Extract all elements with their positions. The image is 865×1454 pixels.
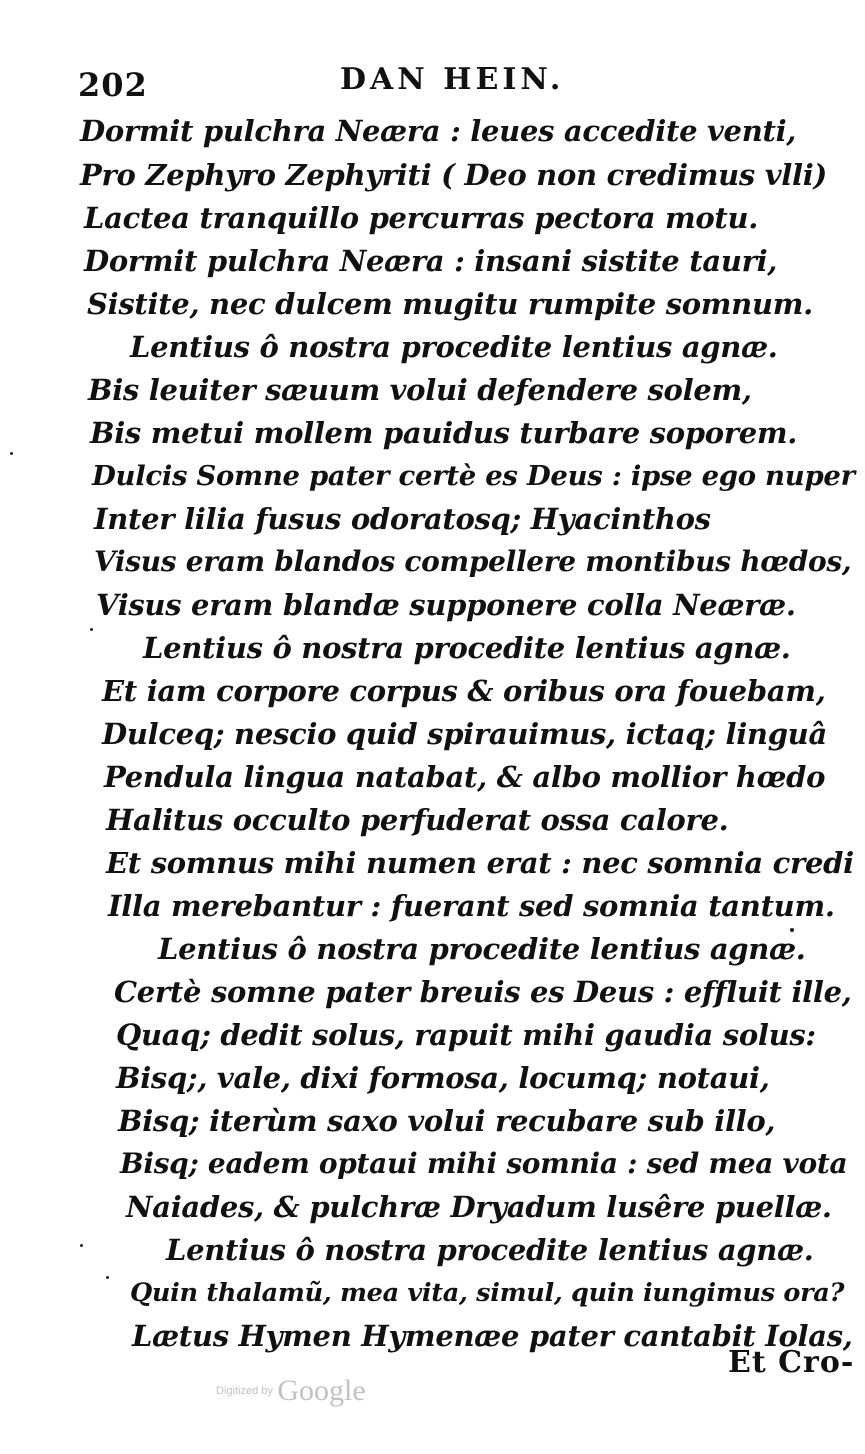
verse-line: Sistite, nec dulcem mugitu rumpite somnum. <box>87 287 813 321</box>
scan-speck <box>90 628 93 631</box>
verse-line: Inter lilia fusus odoratosq; Hyacinthos <box>94 502 711 536</box>
verse-line: Bis metui mollem pauidus turbare soporem. <box>90 416 798 450</box>
refrain-line: Lentius ô nostra procedite lentius agnæ. <box>130 330 778 364</box>
scan-speck <box>106 1276 109 1279</box>
verse-line: Quaq; dedit solus, rapuit mihi gaudia solus: <box>116 1018 816 1052</box>
verse-line: Bisq; eadem optaui mihi somnia : sed mea vota <box>120 1147 848 1180</box>
verse-line: Visus eram blandos compellere montibus hœdos, <box>94 545 852 578</box>
verse-line: Pro Zephyro Zephyriti ( Deo non credimus vlli) <box>80 158 827 192</box>
page-header <box>78 58 778 104</box>
watermark-prefix: Digitized by <box>216 1385 273 1397</box>
verse-line: Bisq; iterùm saxo volui recubare sub illo, <box>118 1104 776 1138</box>
verse-line: Dormit pulchra Neæra : insani sistite tauri, <box>84 244 778 278</box>
digitization-watermark <box>216 1374 366 1408</box>
verse-line: Illa merebantur : fuerant sed somnia tantum. <box>108 889 835 923</box>
verse-line: Quin thalamũ, mea vita, simul, quin iungimus ora? <box>130 1278 845 1308</box>
refrain-line: Lentius ô nostra procedite lentius agnæ. <box>166 1233 814 1267</box>
verse-line: Halitus occulto perfuderat ossa calore. <box>106 803 729 837</box>
catchword: Et Cro- <box>728 1345 855 1380</box>
refrain-line: Lentius ô nostra procedite lentius agnæ. <box>143 631 791 665</box>
verse-line: Lactea tranquillo percurras pectora motu. <box>84 201 759 235</box>
verse-line: Lætus Hymen Hymenæe pater cantabit Iolas, <box>132 1319 853 1353</box>
verse-line: Dulceq; nescio quid spirauimus, ictaq; linguâ <box>102 717 827 751</box>
verse-line: Et iam corpore corpus & oribus ora fouebam, <box>102 674 826 708</box>
page-number: 202 <box>78 66 148 104</box>
verse-line: Bis leuiter sæuum volui defendere solem, <box>88 373 752 407</box>
scan-speck <box>80 1244 83 1247</box>
verse-line: Dulcis Somne pater certè es Deus : ipse ego nuper <box>92 460 855 492</box>
verse-line: Bisq;, vale, dixi formosa, locumq; notaui, <box>116 1061 770 1095</box>
verse-line: Naiades, & pulchræ Dryadum lusêre puellæ. <box>126 1190 832 1224</box>
scan-speck <box>10 452 13 455</box>
watermark-brand: Google <box>277 1374 366 1407</box>
running-head: DAN HEIN. <box>340 62 565 97</box>
verse-line: Certè somne pater breuis es Deus : effluit ille, <box>114 975 852 1009</box>
verse-line: Visus eram blandæ supponere colla Neæræ. <box>96 588 796 622</box>
verse-line: Et somnus mihi numen erat : nec somnia credi <box>106 846 854 880</box>
refrain-line: Lentius ô nostra procedite lentius agnæ. <box>158 932 806 966</box>
verse-line: Dormit pulchra Neæra : leues accedite venti, <box>80 114 797 148</box>
verse-line: Pendula lingua natabat, & albo mollior hœdo <box>104 760 826 794</box>
scan-speck <box>790 928 794 932</box>
